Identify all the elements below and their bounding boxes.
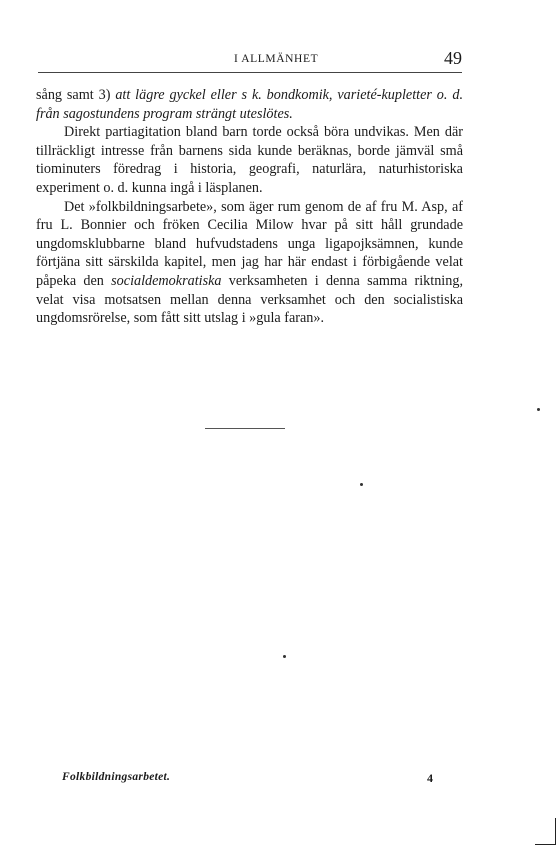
section-separator [205,428,285,429]
speck [360,483,363,486]
signature-mark: Folkbildningsarbetet. [62,771,171,783]
header-rule [38,72,462,73]
running-head [38,48,462,70]
paragraph-1-emphasis: att lägre gyckel eller s k. bondkomik, varieté-kupletter o. d. från sagostundens program strängt uteslötes. [36,87,463,122]
crop-mark [535,818,556,845]
paragraph-1-text: sång samt 3) [36,87,116,103]
speck [283,655,286,658]
paragraph-2: Direkt partiagitation bland barn torde också böra undvikas. Men där tillräckligt intresse från barnens sida kunde beräknas, borde jämväl små tiominuters föredrag i historia, geografi, naturlära, naturhistoriska experiment o. d. kunna ingå i läsplanen. [36,124,463,196]
paragraph-3-text-b: verksamheten i denna samma riktning, velat visa motsatsen mellan denna verksamhet och den socialistiska ungdomsrörelse, som fått sitt utslag i »gula faran». [36,272,463,327]
running-head-title: I ALLMÄNHET [234,53,319,65]
paragraph-3-text-a: Det »folkbildningsarbete», som äger rum genom de af fru M. Asp, af fru L. Bonnier och fröken Cecilia Milow hvar på sitt håll grundade ungdomsklubbarne bland hufvudstadens unga ligapojksämnen, kunde förtjäna sitt särskilda kapitel, men jag har här endast i förbigående velat påpeka den [36,198,463,289]
paragraph-3 [36,198,463,328]
page-number: 49 [444,48,462,68]
signature-number: 4 [427,771,433,785]
speck [537,408,540,411]
body-text [36,86,463,328]
paragraph-1 [36,86,463,123]
paragraph-3-emphasis: socialdemokratiska [111,272,222,289]
